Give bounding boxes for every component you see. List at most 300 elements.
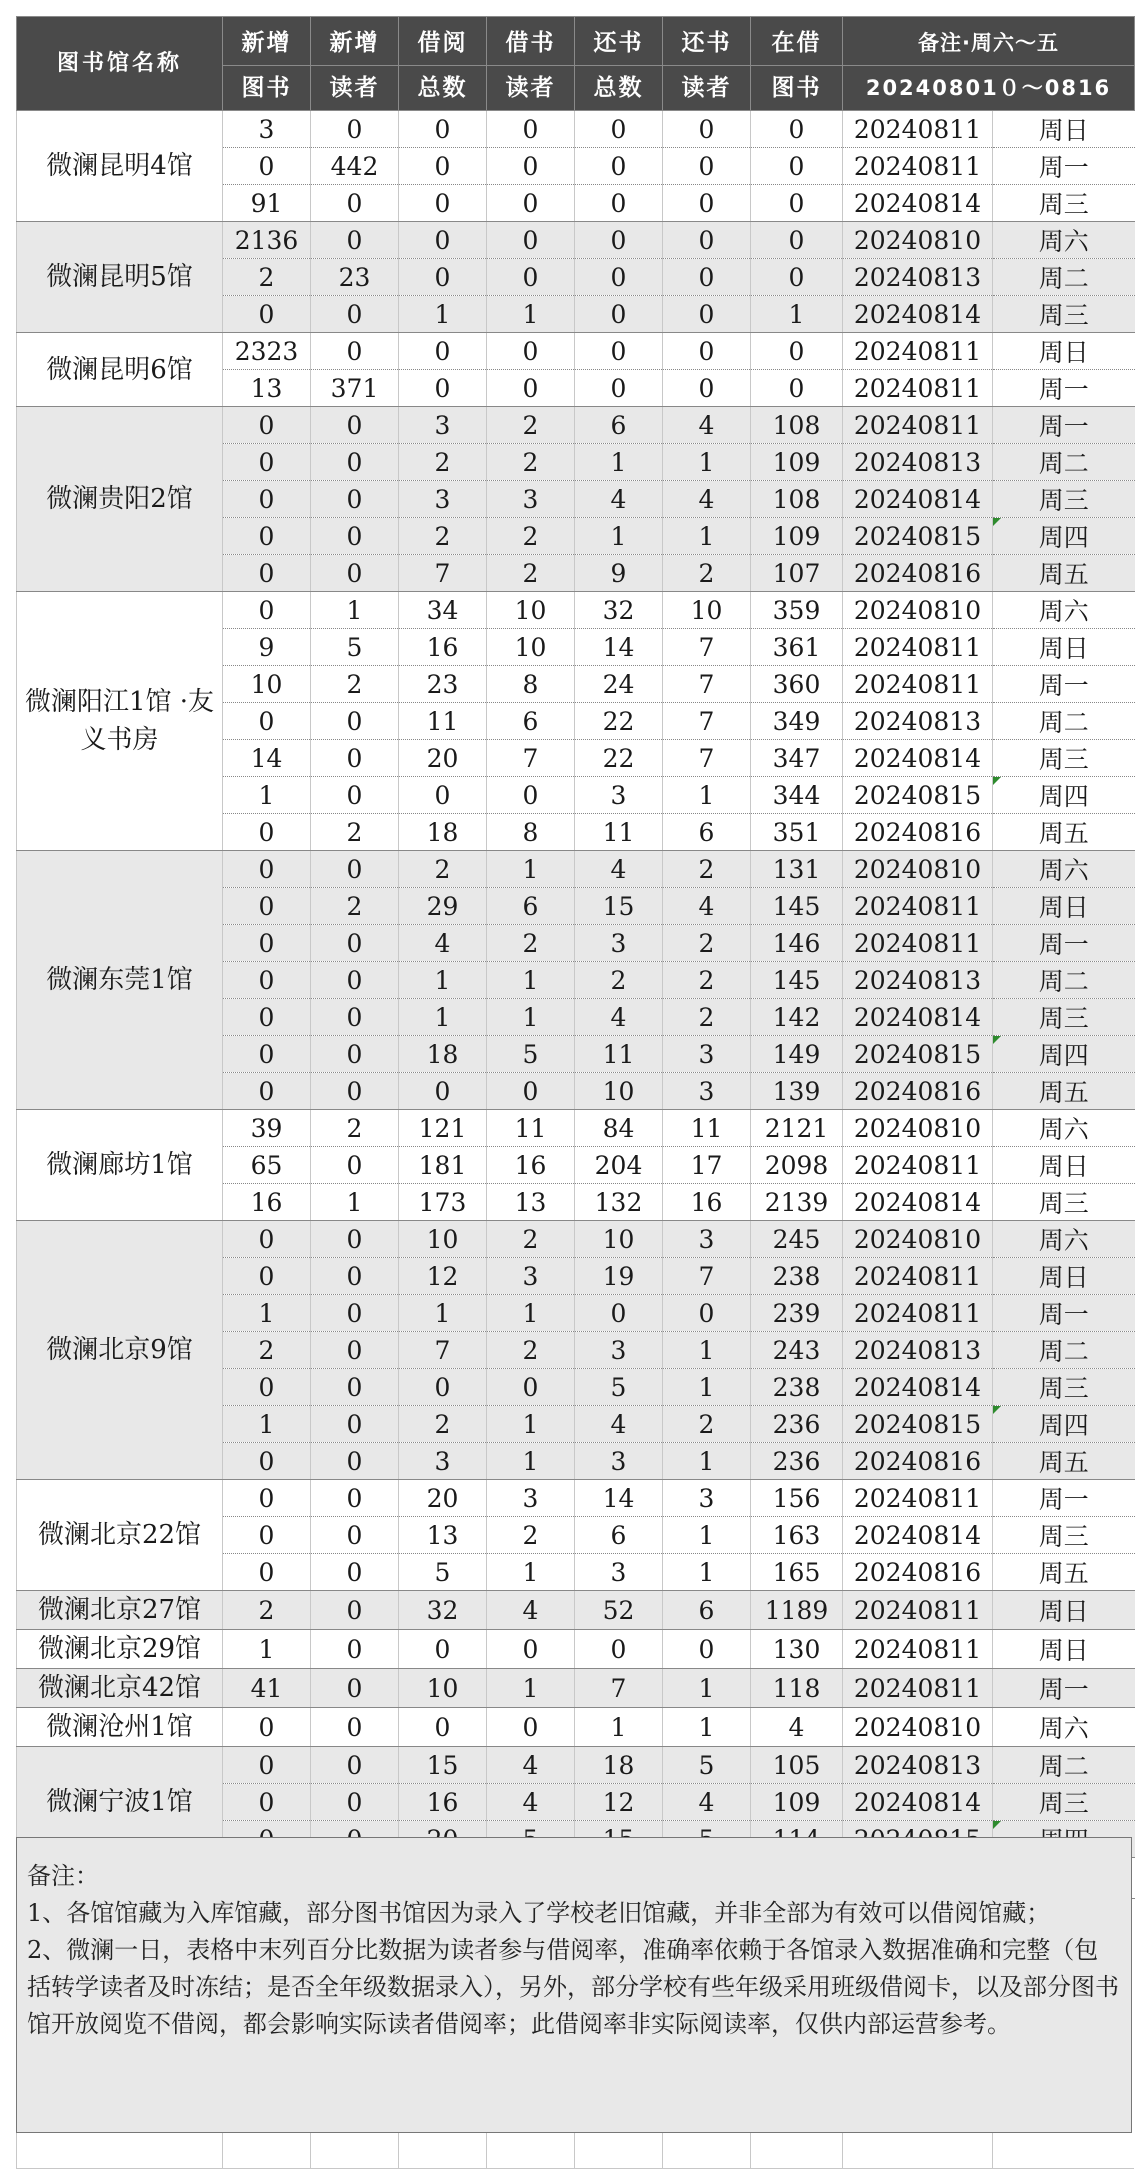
library-name-cell: 微澜北京42馆 [17, 1669, 223, 1708]
return-total-cell: 11 [575, 814, 663, 851]
borrow-readers-cell: 0 [487, 148, 575, 185]
weekday-cell [993, 666, 1135, 703]
weekday-cell [993, 444, 1135, 481]
new-readers-cell: 0 [311, 1708, 399, 1747]
weekday-text: 周五 [1038, 560, 1089, 589]
library-name-cell: 微澜沧州1馆 [17, 1708, 223, 1747]
on-loan-cell: 4 [751, 1708, 843, 1747]
borrow-total-cell: 3 [399, 1443, 487, 1480]
return-total-cell: 204 [575, 1147, 663, 1184]
borrow-total-cell: 13 [399, 1517, 487, 1554]
new-books-cell: 0 [223, 481, 311, 518]
borrow-readers-cell: 10 [487, 629, 575, 666]
on-loan-cell: 238 [751, 1258, 843, 1295]
borrow-readers-cell: 0 [487, 1073, 575, 1110]
table-header [17, 17, 1135, 111]
header-remark: 备注·周六～五 [843, 17, 1135, 66]
new-readers-cell: 0 [311, 1332, 399, 1369]
borrow-total-cell: 12 [399, 1258, 487, 1295]
weekday-text: 周日 [1038, 116, 1089, 145]
weekday-cell [993, 1332, 1135, 1369]
on-loan-cell: 109 [751, 444, 843, 481]
return-readers-cell: 7 [663, 666, 751, 703]
borrow-readers-cell: 6 [487, 703, 575, 740]
date-cell: 20240813 [843, 703, 993, 740]
return-total-cell: 11 [575, 1036, 663, 1073]
notes-box [16, 1837, 1132, 2133]
new-books-cell: 0 [223, 555, 311, 592]
borrow-readers-cell: 0 [487, 333, 575, 370]
return-total-cell: 22 [575, 740, 663, 777]
weekday-text: 周日 [1038, 1152, 1089, 1181]
new-books-cell: 0 [223, 518, 311, 555]
weekday-cell [993, 1110, 1135, 1147]
table-row [17, 1669, 1135, 1708]
return-total-cell: 24 [575, 666, 663, 703]
date-cell: 20240811 [843, 1480, 993, 1517]
return-readers-cell: 1 [663, 1669, 751, 1708]
weekday-text: 周一 [1038, 1300, 1089, 1329]
borrow-total-cell: 2 [399, 851, 487, 888]
new-books-cell: 0 [223, 1747, 311, 1784]
on-loan-cell: 347 [751, 740, 843, 777]
date-cell: 20240813 [843, 259, 993, 296]
borrow-readers-cell: 16 [487, 1147, 575, 1184]
return-readers-cell: 1 [663, 777, 751, 814]
header-return-readers-2: 读者 [663, 66, 751, 111]
return-total-cell: 0 [575, 1630, 663, 1669]
date-cell: 20240811 [843, 148, 993, 185]
date-cell: 20240814 [843, 185, 993, 222]
weekday-text: 周六 [1038, 227, 1089, 256]
new-readers-cell: 0 [311, 925, 399, 962]
borrow-total-cell: 18 [399, 1036, 487, 1073]
weekday-text: 周三 [1038, 1004, 1089, 1033]
weekday-cell [993, 1630, 1135, 1669]
return-readers-cell: 2 [663, 962, 751, 999]
on-loan-cell: 2098 [751, 1147, 843, 1184]
weekday-cell [993, 888, 1135, 925]
new-books-cell: 91 [223, 185, 311, 222]
weekday-cell [993, 1073, 1135, 1110]
weekday-text: 周一 [1038, 930, 1089, 959]
new-books-cell: 0 [223, 1517, 311, 1554]
on-loan-cell: 1189 [751, 1591, 843, 1630]
return-total-cell: 84 [575, 1110, 663, 1147]
return-total-cell: 132 [575, 1184, 663, 1221]
return-readers-cell: 1 [663, 518, 751, 555]
return-readers-cell: 0 [663, 185, 751, 222]
new-books-cell: 65 [223, 1147, 311, 1184]
borrow-readers-cell: 3 [487, 481, 575, 518]
borrow-readers-cell: 2 [487, 518, 575, 555]
new-readers-cell: 0 [311, 1258, 399, 1295]
return-total-cell: 9 [575, 555, 663, 592]
borrow-total-cell: 1 [399, 296, 487, 333]
borrow-total-cell: 5 [399, 1554, 487, 1591]
borrow-total-cell: 15 [399, 1747, 487, 1784]
new-books-cell: 0 [223, 296, 311, 333]
new-readers-cell: 0 [311, 296, 399, 333]
borrow-total-cell: 34 [399, 592, 487, 629]
weekday-text: 周三 [1038, 745, 1089, 774]
on-loan-cell: 2139 [751, 1184, 843, 1221]
return-readers-cell: 0 [663, 222, 751, 259]
library-name-cell: 微澜昆明5馆 [17, 222, 223, 333]
return-total-cell: 0 [575, 111, 663, 148]
return-readers-cell: 7 [663, 740, 751, 777]
return-readers-cell: 3 [663, 1073, 751, 1110]
table-row [17, 111, 1135, 148]
return-readers-cell: 1 [663, 1443, 751, 1480]
borrow-readers-cell: 2 [487, 1517, 575, 1554]
return-readers-cell: 7 [663, 703, 751, 740]
on-loan-cell: 131 [751, 851, 843, 888]
borrow-readers-cell: 0 [487, 777, 575, 814]
on-loan-cell: 0 [751, 185, 843, 222]
return-readers-cell: 16 [663, 1184, 751, 1221]
borrow-total-cell: 10 [399, 1221, 487, 1258]
library-name-cell: 微澜宁波1馆 [17, 1747, 223, 1858]
return-total-cell: 0 [575, 333, 663, 370]
library-name-cell: 微澜北京29馆 [17, 1630, 223, 1669]
date-cell: 20240814 [843, 296, 993, 333]
borrow-total-cell: 0 [399, 777, 487, 814]
on-loan-cell: 163 [751, 1517, 843, 1554]
weekday-text: 周三 [1038, 301, 1089, 330]
date-cell: 20240811 [843, 666, 993, 703]
borrow-readers-cell: 0 [487, 222, 575, 259]
return-readers-cell: 0 [663, 333, 751, 370]
return-readers-cell: 4 [663, 1784, 751, 1821]
return-total-cell: 4 [575, 1406, 663, 1443]
return-total-cell: 4 [575, 851, 663, 888]
date-cell: 20240813 [843, 1332, 993, 1369]
date-cell: 20240815 [843, 777, 993, 814]
return-readers-cell: 7 [663, 1258, 751, 1295]
return-readers-cell: 2 [663, 555, 751, 592]
borrow-total-cell: 16 [399, 1784, 487, 1821]
borrow-readers-cell: 0 [487, 1630, 575, 1669]
date-cell: 20240810 [843, 222, 993, 259]
date-cell: 20240816 [843, 1443, 993, 1480]
return-readers-cell: 3 [663, 1036, 751, 1073]
return-readers-cell: 0 [663, 296, 751, 333]
new-books-cell: 0 [223, 407, 311, 444]
borrow-total-cell: 0 [399, 259, 487, 296]
new-readers-cell: 0 [311, 1591, 399, 1630]
weekday-text: 周二 [1038, 967, 1089, 996]
new-books-cell: 2323 [223, 333, 311, 370]
new-books-cell: 0 [223, 1258, 311, 1295]
date-cell: 20240815 [843, 1036, 993, 1073]
date-cell: 20240813 [843, 1747, 993, 1784]
return-readers-cell: 6 [663, 1591, 751, 1630]
return-readers-cell: 0 [663, 148, 751, 185]
empty-cell [16, 2133, 222, 2169]
on-loan-cell: 0 [751, 259, 843, 296]
weekday-cell [993, 1480, 1135, 1517]
on-loan-cell: 0 [751, 222, 843, 259]
return-total-cell: 0 [575, 259, 663, 296]
new-readers-cell: 0 [311, 111, 399, 148]
date-cell: 20240814 [843, 999, 993, 1036]
return-total-cell: 3 [575, 1443, 663, 1480]
on-loan-cell: 108 [751, 407, 843, 444]
weekday-cell [993, 1295, 1135, 1332]
new-readers-cell: 0 [311, 1221, 399, 1258]
borrow-total-cell: 0 [399, 1630, 487, 1669]
date-cell: 20240811 [843, 370, 993, 407]
weekday-text: 周日 [1038, 634, 1089, 663]
empty-cell [750, 2133, 842, 2169]
return-total-cell: 15 [575, 888, 663, 925]
new-readers-cell: 1 [311, 592, 399, 629]
weekday-text: 周二 [1038, 449, 1089, 478]
library-stats-table [16, 16, 1135, 1899]
new-readers-cell: 0 [311, 518, 399, 555]
borrow-total-cell: 18 [399, 814, 487, 851]
weekday-text: 周三 [1038, 486, 1089, 515]
new-books-cell: 2136 [223, 222, 311, 259]
new-books-cell: 10 [223, 666, 311, 703]
return-total-cell: 14 [575, 629, 663, 666]
table-row [17, 333, 1135, 370]
weekday-text: 周三 [1038, 190, 1089, 219]
on-loan-cell: 139 [751, 1073, 843, 1110]
new-books-cell: 39 [223, 1110, 311, 1147]
return-readers-cell: 1 [663, 1369, 751, 1406]
new-readers-cell: 0 [311, 1630, 399, 1669]
borrow-total-cell: 2 [399, 1406, 487, 1443]
weekday-cell [993, 999, 1135, 1036]
return-readers-cell: 1 [663, 1517, 751, 1554]
borrow-readers-cell: 8 [487, 814, 575, 851]
on-loan-cell: 130 [751, 1630, 843, 1669]
on-loan-cell: 361 [751, 629, 843, 666]
return-total-cell: 14 [575, 1480, 663, 1517]
borrow-readers-cell: 2 [487, 407, 575, 444]
return-total-cell: 1 [575, 518, 663, 555]
weekday-text: 周四 [1038, 523, 1089, 552]
weekday-text: 周六 [1038, 1714, 1089, 1743]
empty-cell [486, 2133, 574, 2169]
weekday-text: 周三 [1038, 1374, 1089, 1403]
library-name-cell: 微澜阳江1馆 ·友义书房 [17, 592, 223, 851]
borrow-readers-cell: 11 [487, 1110, 575, 1147]
date-cell: 20240811 [843, 333, 993, 370]
weekday-text: 周六 [1038, 856, 1089, 885]
empty-cell [398, 2133, 486, 2169]
return-total-cell: 5 [575, 1369, 663, 1406]
table-row [17, 1708, 1135, 1747]
on-loan-cell: 243 [751, 1332, 843, 1369]
new-books-cell: 0 [223, 962, 311, 999]
new-readers-cell: 23 [311, 259, 399, 296]
return-total-cell: 12 [575, 1784, 663, 1821]
borrow-total-cell: 20 [399, 740, 487, 777]
return-readers-cell: 4 [663, 407, 751, 444]
date-cell: 20240810 [843, 1221, 993, 1258]
weekday-cell [993, 111, 1135, 148]
library-name-cell: 微澜昆明6馆 [17, 333, 223, 407]
weekday-text: 周六 [1038, 1226, 1089, 1255]
on-loan-cell: 145 [751, 962, 843, 999]
return-total-cell: 4 [575, 481, 663, 518]
borrow-readers-cell: 1 [487, 962, 575, 999]
weekday-text: 周二 [1038, 264, 1089, 293]
borrow-readers-cell: 3 [487, 1258, 575, 1295]
weekday-text: 周三 [1038, 1522, 1089, 1551]
comment-marker-icon [993, 1406, 1001, 1414]
borrow-total-cell: 29 [399, 888, 487, 925]
table-body [17, 111, 1135, 1899]
date-cell: 20240811 [843, 1669, 993, 1708]
new-books-cell: 2 [223, 1591, 311, 1630]
header-new-books: 新增 [223, 17, 311, 66]
weekday-cell [993, 407, 1135, 444]
borrow-total-cell: 173 [399, 1184, 487, 1221]
borrow-total-cell: 3 [399, 481, 487, 518]
weekday-cell [993, 814, 1135, 851]
new-readers-cell: 0 [311, 703, 399, 740]
return-readers-cell: 2 [663, 851, 751, 888]
on-loan-cell: 349 [751, 703, 843, 740]
table-row [17, 1747, 1135, 1784]
return-readers-cell: 3 [663, 1480, 751, 1517]
new-readers-cell: 0 [311, 777, 399, 814]
empty-cell [222, 2133, 310, 2169]
table-row [17, 1591, 1135, 1630]
return-readers-cell: 0 [663, 111, 751, 148]
comment-marker-icon [993, 777, 1001, 785]
return-total-cell: 18 [575, 1747, 663, 1784]
new-readers-cell: 0 [311, 1073, 399, 1110]
new-books-cell: 0 [223, 888, 311, 925]
weekday-text: 周五 [1038, 1559, 1089, 1588]
borrow-readers-cell: 1 [487, 851, 575, 888]
new-books-cell: 13 [223, 370, 311, 407]
new-books-cell: 0 [223, 999, 311, 1036]
empty-row [16, 2133, 1134, 2169]
date-cell: 20240814 [843, 740, 993, 777]
borrow-total-cell: 11 [399, 703, 487, 740]
new-books-cell: 2 [223, 1332, 311, 1369]
weekday-cell [993, 296, 1135, 333]
on-loan-cell: 142 [751, 999, 843, 1036]
weekday-text: 周日 [1038, 1597, 1089, 1626]
borrow-readers-cell: 2 [487, 444, 575, 481]
borrow-total-cell: 1 [399, 1295, 487, 1332]
return-readers-cell: 11 [663, 1110, 751, 1147]
new-books-cell: 3 [223, 111, 311, 148]
weekday-cell [993, 1747, 1135, 1784]
return-total-cell: 22 [575, 703, 663, 740]
on-loan-cell: 109 [751, 518, 843, 555]
date-cell: 20240816 [843, 555, 993, 592]
new-readers-cell: 0 [311, 1443, 399, 1480]
borrow-readers-cell: 1 [487, 296, 575, 333]
borrow-readers-cell: 2 [487, 555, 575, 592]
borrow-readers-cell: 1 [487, 1406, 575, 1443]
weekday-cell [993, 1554, 1135, 1591]
on-loan-cell: 145 [751, 888, 843, 925]
return-total-cell: 6 [575, 1517, 663, 1554]
borrow-total-cell: 0 [399, 185, 487, 222]
weekday-cell [993, 703, 1135, 740]
borrow-readers-cell: 4 [487, 1784, 575, 1821]
on-loan-cell: 149 [751, 1036, 843, 1073]
borrow-readers-cell: 1 [487, 1443, 575, 1480]
weekday-cell [993, 518, 1135, 555]
return-total-cell: 0 [575, 222, 663, 259]
new-books-cell: 0 [223, 592, 311, 629]
header-date-range: 20240801０～0816 [843, 66, 1135, 111]
return-readers-cell: 1 [663, 1708, 751, 1747]
on-loan-cell: 245 [751, 1221, 843, 1258]
new-books-cell: 0 [223, 1221, 311, 1258]
return-total-cell: 4 [575, 999, 663, 1036]
on-loan-cell: 0 [751, 333, 843, 370]
weekday-cell [993, 259, 1135, 296]
new-books-cell: 0 [223, 1036, 311, 1073]
comment-marker-icon [993, 1036, 1001, 1044]
header-return-readers: 还书 [663, 17, 751, 66]
header-borrow-readers-2: 读者 [487, 66, 575, 111]
on-loan-cell: 236 [751, 1443, 843, 1480]
table-row [17, 1221, 1135, 1258]
date-cell: 20240816 [843, 1554, 993, 1591]
return-total-cell: 0 [575, 296, 663, 333]
weekday-text: 周二 [1038, 1337, 1089, 1366]
borrow-readers-cell: 1 [487, 1554, 575, 1591]
on-loan-cell: 108 [751, 481, 843, 518]
borrow-readers-cell: 2 [487, 925, 575, 962]
borrow-readers-cell: 0 [487, 185, 575, 222]
new-readers-cell: 2 [311, 888, 399, 925]
on-loan-cell: 165 [751, 1554, 843, 1591]
new-readers-cell: 2 [311, 666, 399, 703]
library-name-cell: 微澜昆明4馆 [17, 111, 223, 222]
return-total-cell: 10 [575, 1073, 663, 1110]
borrow-total-cell: 0 [399, 148, 487, 185]
return-total-cell: 0 [575, 148, 663, 185]
on-loan-cell: 359 [751, 592, 843, 629]
library-name-cell: 微澜廊坊1馆 [17, 1110, 223, 1221]
weekday-text: 周三 [1038, 1789, 1089, 1818]
borrow-readers-cell: 0 [487, 111, 575, 148]
new-readers-cell: 0 [311, 1554, 399, 1591]
return-readers-cell: 0 [663, 259, 751, 296]
weekday-cell [993, 1258, 1135, 1295]
borrow-readers-cell: 1 [487, 999, 575, 1036]
weekday-text: 周一 [1038, 412, 1089, 441]
new-readers-cell: 0 [311, 407, 399, 444]
weekday-text: 周六 [1038, 597, 1089, 626]
new-readers-cell: 0 [311, 962, 399, 999]
library-stats-sheet [16, 16, 1134, 1899]
weekday-cell [993, 592, 1135, 629]
weekday-text: 周一 [1038, 375, 1089, 404]
date-cell: 20240811 [843, 1258, 993, 1295]
borrow-readers-cell: 2 [487, 1221, 575, 1258]
comment-marker-icon [993, 1821, 1001, 1829]
weekday-text: 周日 [1038, 893, 1089, 922]
new-readers-cell: 0 [311, 1669, 399, 1708]
new-readers-cell: 0 [311, 1406, 399, 1443]
on-loan-cell: 0 [751, 370, 843, 407]
borrow-readers-cell: 6 [487, 888, 575, 925]
